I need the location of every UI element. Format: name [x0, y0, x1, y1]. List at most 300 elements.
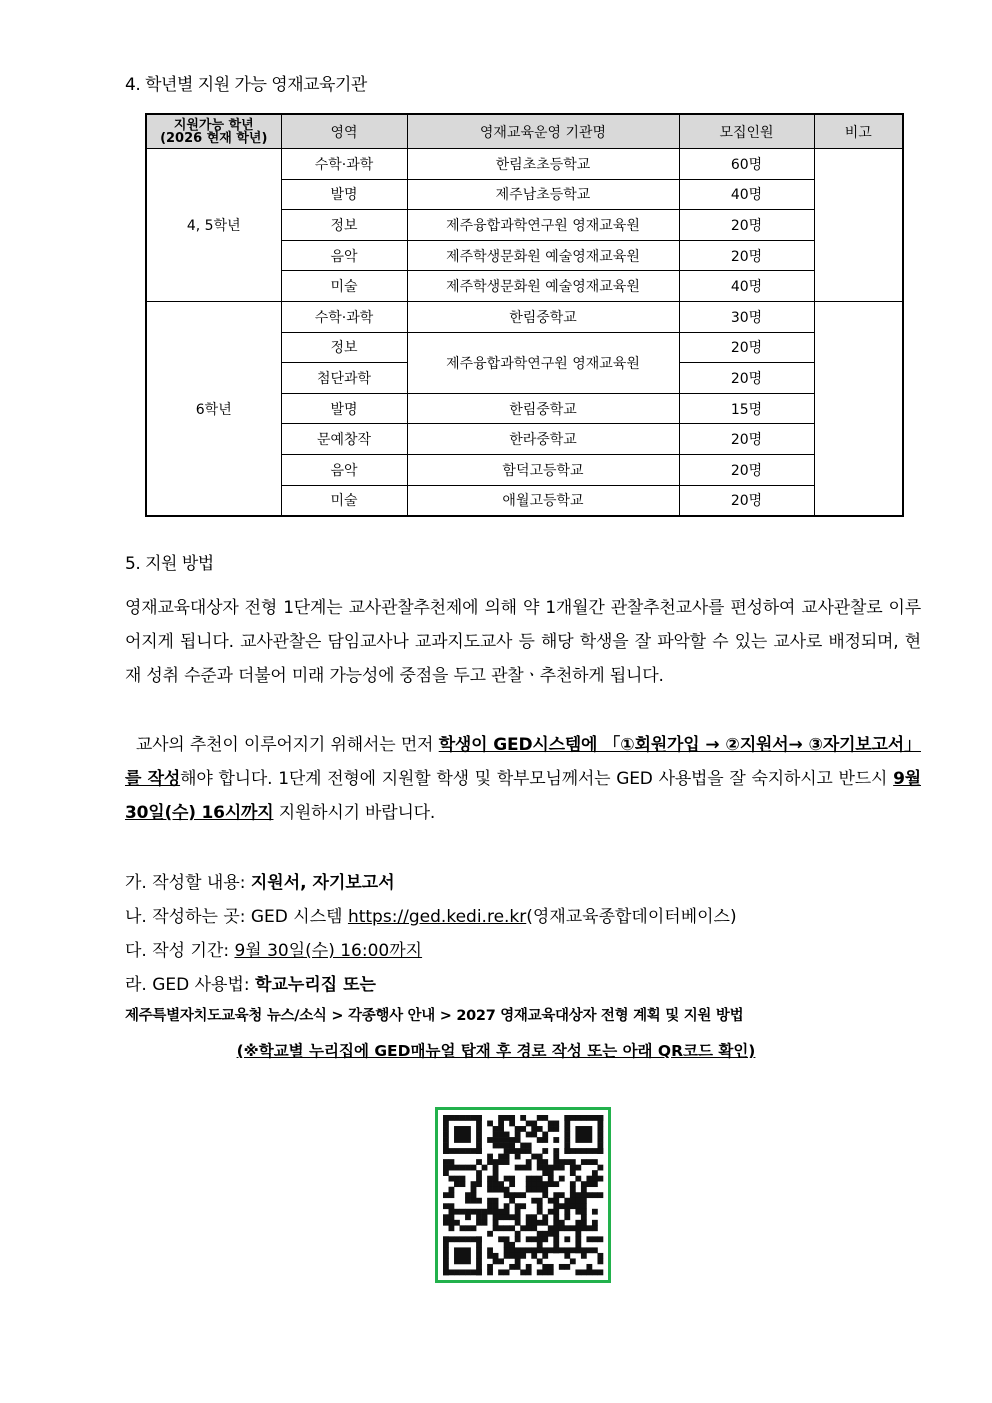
qr-module: [597, 1176, 603, 1182]
qr-module: [526, 1236, 532, 1242]
qr-module: [542, 1148, 548, 1154]
institution-cell: 함덕고등학교: [407, 454, 679, 485]
qr-module: [493, 1170, 499, 1176]
qr-module: [493, 1126, 499, 1132]
qr-module: [487, 1181, 493, 1187]
qr-module: [542, 1253, 548, 1259]
qr-module: [531, 1187, 537, 1193]
qr-module: [548, 1247, 554, 1253]
capacity-cell: 15명: [679, 393, 814, 424]
qr-module: [531, 1176, 537, 1182]
qr-module: [498, 1126, 504, 1132]
qr-module: [537, 1209, 543, 1215]
field-cell: 정보: [281, 332, 407, 363]
qr-module: [542, 1137, 548, 1143]
qr-module: [597, 1126, 603, 1132]
qr-module: [575, 1220, 581, 1226]
qr-module: [537, 1220, 543, 1226]
qr-module: [454, 1148, 460, 1154]
qr-module: [471, 1148, 477, 1154]
qr-module: [570, 1170, 576, 1176]
qr-module: [487, 1154, 493, 1160]
qr-module: [515, 1220, 521, 1226]
qr-module: [493, 1258, 499, 1264]
qr-module: [509, 1214, 515, 1220]
qr-module: [597, 1132, 603, 1138]
qr-module: [476, 1132, 482, 1138]
qr-module: [449, 1236, 455, 1242]
paragraph-2: [125, 728, 921, 830]
qr-module: [564, 1143, 570, 1149]
qr-module: [559, 1203, 565, 1209]
qr-module: [564, 1115, 570, 1121]
qr-module: [443, 1247, 449, 1253]
qr-module: [493, 1225, 499, 1231]
qr-module: [581, 1247, 587, 1253]
qr-module: [570, 1247, 576, 1253]
qr-module: [548, 1121, 554, 1127]
qr-module: [537, 1258, 543, 1264]
qr-module: [531, 1220, 537, 1226]
qr-module: [570, 1159, 576, 1165]
grade-header-line2: (2026 현재 학년): [160, 130, 268, 146]
qr-module: [449, 1176, 455, 1182]
qr-module: [586, 1159, 592, 1165]
qr-module: [559, 1192, 565, 1198]
qr-module: [476, 1143, 482, 1149]
qr-module: [548, 1181, 554, 1187]
field-cell: 수학·과학: [281, 149, 407, 180]
qr-module: [515, 1192, 521, 1198]
qr-module: [509, 1148, 515, 1154]
qr-module: [482, 1214, 488, 1220]
qr-module: [553, 1159, 559, 1165]
qr-module: [542, 1192, 548, 1198]
qr-module: [498, 1154, 504, 1160]
qr-module: [542, 1165, 548, 1171]
qr-module: [515, 1126, 521, 1132]
qr-module: [487, 1159, 493, 1165]
qr-module: [542, 1231, 548, 1237]
grade-cell: 6학년: [146, 301, 281, 516]
qr-note: [0, 1039, 992, 1061]
qr-module: [509, 1242, 515, 1248]
qr-module: [559, 1165, 565, 1171]
qr-module: [471, 1192, 477, 1198]
qr-module: [553, 1214, 559, 1220]
qr-module: [487, 1121, 493, 1127]
qr-module: [504, 1203, 510, 1209]
qr-module: [570, 1225, 576, 1231]
qr-module: [509, 1176, 515, 1182]
qr-module: [526, 1176, 532, 1182]
qr-module: [581, 1198, 587, 1204]
qr-module: [515, 1137, 521, 1143]
qr-module: [597, 1258, 603, 1264]
qr-module: [586, 1264, 592, 1270]
qr-module: [586, 1115, 592, 1121]
qr-module: [476, 1181, 482, 1187]
qr-module: [520, 1165, 526, 1171]
capacity-cell: 40명: [679, 271, 814, 302]
qr-module: [597, 1143, 603, 1149]
qr-module: [564, 1209, 570, 1215]
qr-module: [504, 1214, 510, 1220]
qr-module: [487, 1264, 493, 1270]
qr-module: [449, 1225, 455, 1231]
qr-module: [465, 1148, 471, 1154]
qr-module: [520, 1203, 526, 1209]
qr-module: [581, 1187, 587, 1193]
qr-module: [498, 1143, 504, 1149]
field-cell: 수학·과학: [281, 301, 407, 332]
qr-module: [564, 1159, 570, 1165]
qr-module: [454, 1220, 460, 1226]
qr-module: [559, 1176, 565, 1182]
field-cell: 첨단과학: [281, 363, 407, 394]
field-cell: 미술: [281, 271, 407, 302]
qr-module: [581, 1253, 587, 1259]
qr-module: [504, 1154, 510, 1160]
qr-module: [449, 1269, 455, 1275]
qr-module: [443, 1126, 449, 1132]
qr-module: [592, 1236, 598, 1242]
qr-module: [526, 1121, 532, 1127]
qr-module: [575, 1165, 581, 1171]
qr-module: [592, 1209, 598, 1215]
qr-module: [476, 1236, 482, 1242]
qr-module: [493, 1159, 499, 1165]
qr-module: [542, 1115, 548, 1121]
qr-module: [575, 1126, 592, 1143]
qr-module: [509, 1137, 515, 1143]
qr-module: [537, 1176, 543, 1182]
note-cell: [814, 301, 903, 516]
qr-module: [553, 1242, 559, 1248]
qr-module: [553, 1121, 559, 1127]
qr-module: [575, 1209, 581, 1215]
qr-module: [493, 1165, 499, 1171]
item-ra-value: 학교누리집 또는: [255, 975, 376, 995]
qr-module: [564, 1203, 570, 1209]
qr-module: [449, 1159, 455, 1165]
qr-module: [564, 1198, 570, 1204]
qr-module: [526, 1269, 532, 1275]
institution-cell: 한림중학교: [407, 393, 679, 424]
qr-module: [443, 1143, 449, 1149]
qr-module: [460, 1115, 466, 1121]
qr-module: [548, 1176, 554, 1182]
qr-module: [581, 1269, 587, 1275]
qr-module: [515, 1203, 521, 1209]
qr-module: [515, 1132, 521, 1138]
qr-module: [581, 1214, 587, 1220]
qr-module: [504, 1159, 510, 1165]
qr-module: [548, 1209, 554, 1215]
qr-module: [548, 1170, 554, 1176]
qr-module: [581, 1148, 587, 1154]
qr-module: [471, 1165, 477, 1171]
item-na-label: 나. 작성하는 곳: GED 시스템: [125, 907, 348, 927]
qr-module: [581, 1209, 587, 1215]
qr-module: [531, 1132, 537, 1138]
qr-module: [575, 1231, 581, 1237]
qr-module: [575, 1269, 581, 1275]
qr-module: [454, 1181, 460, 1187]
qr-module: [548, 1165, 554, 1171]
qr-module: [531, 1214, 537, 1220]
qr-module: [542, 1220, 548, 1226]
qr-module: [465, 1192, 471, 1198]
qr-module: [553, 1165, 559, 1171]
qr-module: [493, 1198, 499, 1204]
qr-module: [476, 1264, 482, 1270]
qr-module: [460, 1176, 466, 1182]
qr-module: [581, 1203, 587, 1209]
qr-module: [542, 1181, 548, 1187]
qr-module: [498, 1258, 504, 1264]
qr-module: [586, 1269, 592, 1275]
field-header: 영역: [281, 114, 407, 149]
qr-module: [498, 1115, 504, 1121]
qr-module: [476, 1247, 482, 1253]
qr-module: [460, 1148, 466, 1154]
institution-cell: 제주융합과학연구원 영재교육원: [407, 210, 679, 241]
qr-module: [520, 1192, 526, 1198]
qr-module: [581, 1192, 587, 1198]
qr-module: [526, 1247, 532, 1253]
qr-module: [575, 1176, 581, 1182]
qr-module: [476, 1170, 482, 1176]
item-ra-label: 라. GED 사용법:: [125, 975, 256, 995]
qr-module: [487, 1198, 493, 1204]
qr-module: [476, 1176, 482, 1182]
qr-module: [575, 1236, 581, 1242]
qr-module: [586, 1181, 592, 1187]
qr-module: [553, 1181, 559, 1187]
qr-module: [454, 1209, 460, 1215]
institution-cell: 한림중학교: [407, 301, 679, 332]
qr-module: [586, 1148, 592, 1154]
qr-module: [553, 1126, 559, 1132]
qr-module: [559, 1159, 565, 1165]
qr-module: [526, 1159, 532, 1165]
qr-module: [476, 1115, 482, 1121]
qr-module: [504, 1148, 510, 1154]
qr-module: [564, 1137, 570, 1143]
qr-module: [504, 1236, 510, 1242]
qr-module: [581, 1220, 587, 1226]
qr-module: [553, 1236, 559, 1242]
qr-module: [476, 1126, 482, 1132]
qr-module: [537, 1269, 543, 1275]
qr-module: [570, 1165, 576, 1171]
qr-module: [498, 1187, 504, 1193]
qr-module: [471, 1187, 477, 1193]
qr-module: [504, 1143, 510, 1149]
qr-module: [498, 1209, 504, 1215]
qr-module: [487, 1203, 493, 1209]
qr-module: [443, 1203, 449, 1209]
qr-module: [460, 1181, 466, 1187]
qr-module: [515, 1148, 521, 1154]
qr-module: [476, 1269, 482, 1275]
qr-module: [520, 1143, 526, 1149]
qr-module: [487, 1137, 493, 1143]
qr-module: [575, 1247, 581, 1253]
qr-module: [553, 1203, 559, 1209]
qr-module: [575, 1225, 581, 1231]
qr-module: [498, 1214, 504, 1220]
qr-module: [493, 1203, 499, 1209]
qr-module: [460, 1225, 466, 1231]
para2-instruction: 학생이 GED시스템에 「①회원가입 → ②지원서→ ③자기보고서」를 작성: [125, 735, 921, 789]
qr-module: [575, 1192, 581, 1198]
qr-module: [520, 1247, 526, 1253]
qr-module: [449, 1148, 455, 1154]
qr-module: [509, 1264, 515, 1270]
qr-module: [487, 1269, 493, 1275]
qr-module: [454, 1126, 471, 1143]
qr-module: [553, 1137, 559, 1143]
grade-header-line1: 지원가능 학년: [173, 117, 254, 133]
qr-module: [586, 1192, 592, 1198]
institution-cell: 제주남초등학교: [407, 179, 679, 210]
qr-module: [509, 1247, 515, 1253]
qr-module: [581, 1181, 587, 1187]
qr-module: [597, 1148, 603, 1154]
qr-module: [592, 1159, 598, 1165]
qr-module: [597, 1192, 603, 1198]
qr-code-icon[interactable]: [435, 1107, 611, 1283]
qr-module: [592, 1247, 598, 1253]
qr-module: [465, 1269, 471, 1275]
qr-module: [526, 1187, 532, 1193]
qr-module: [493, 1253, 499, 1259]
qr-module: [460, 1236, 466, 1242]
ged-link[interactable]: https://ged.kedi.re.kr: [347, 907, 527, 927]
qr-module: [498, 1159, 504, 1165]
item-ra: [125, 970, 376, 995]
qr-module: [504, 1209, 510, 1215]
institution-cell: 한림초초등학교: [407, 149, 679, 180]
qr-module: [537, 1198, 543, 1204]
qr-module: [581, 1159, 587, 1165]
qr-module: [443, 1192, 449, 1198]
qr-module: [509, 1115, 515, 1121]
qr-module: [498, 1269, 504, 1275]
grade-header: [146, 114, 281, 149]
item-ga: [125, 868, 395, 893]
qr-module: [504, 1253, 510, 1259]
qr-module: [460, 1209, 466, 1215]
para2-part-c: 해야 합니다. 1단계 전형에 지원할 학생 및 학부모님께서는 GED 사용법을 잘 숙지하시고 반드시: [180, 769, 894, 789]
qr-module: [592, 1220, 598, 1226]
qr-module: [498, 1121, 504, 1127]
qr-module: [592, 1176, 598, 1182]
institution-cell: 제주학생문화원 예술영재교육원: [407, 240, 679, 271]
qr-module: [443, 1165, 449, 1171]
qr-module: [575, 1242, 581, 1248]
qr-module: [526, 1143, 532, 1149]
qr-module: [531, 1253, 537, 1259]
qr-module: [548, 1269, 554, 1275]
qr-module: [520, 1269, 526, 1275]
qr-module: [471, 1209, 477, 1215]
qr-module: [487, 1176, 493, 1182]
field-cell: 문예창작: [281, 424, 407, 455]
qr-module: [454, 1115, 460, 1121]
qr-module: [443, 1214, 449, 1220]
qr-module: [476, 1137, 482, 1143]
qr-module: [476, 1159, 482, 1165]
qr-module: [443, 1258, 449, 1264]
capacity-cell: 60명: [679, 149, 814, 180]
item-ga-label: 가. 작성할 내용:: [125, 873, 251, 893]
qr-module: [586, 1247, 592, 1253]
qr-module: [597, 1165, 603, 1171]
qr-module: [471, 1269, 477, 1275]
qr-module: [443, 1137, 449, 1143]
qr-module: [476, 1148, 482, 1154]
qr-module: [564, 1214, 570, 1220]
qr-module: [443, 1132, 449, 1138]
field-cell: 정보: [281, 210, 407, 241]
qr-module: [460, 1165, 466, 1171]
capacity-header: 모집인원: [679, 114, 814, 149]
qr-module: [542, 1159, 548, 1165]
qr-module: [537, 1242, 543, 1248]
qr-module: [520, 1253, 526, 1259]
qr-module: [570, 1148, 576, 1154]
qr-module: [559, 1225, 565, 1231]
qr-module: [542, 1236, 548, 1242]
qr-module: [542, 1247, 548, 1253]
qr-module: [471, 1225, 477, 1231]
qr-module: [592, 1115, 598, 1121]
qr-module: [537, 1159, 543, 1165]
qr-module: [504, 1192, 510, 1198]
qr-module: [465, 1115, 471, 1121]
qr-module: [465, 1225, 471, 1231]
qr-module: [465, 1165, 471, 1171]
qr-module: [570, 1192, 576, 1198]
grade-cell: 4, 5학년: [146, 149, 281, 302]
qr-module: [564, 1132, 570, 1138]
qr-module: [465, 1209, 471, 1215]
qr-module: [553, 1247, 559, 1253]
qr-module: [570, 1115, 576, 1121]
qr-module: [515, 1214, 521, 1220]
qr-module: [476, 1242, 482, 1248]
qr-module: [553, 1192, 559, 1198]
qr-module: [509, 1121, 515, 1127]
qr-module: [592, 1192, 598, 1198]
qr-module: [504, 1176, 510, 1182]
qr-module: [537, 1187, 543, 1193]
qr-module: [487, 1231, 493, 1237]
qr-module: [559, 1247, 565, 1253]
qr-module: [482, 1220, 488, 1226]
qr-module: [526, 1165, 532, 1171]
qr-module: [454, 1269, 460, 1275]
capacity-cell: 20명: [679, 240, 814, 271]
qr-module: [526, 1264, 532, 1270]
qr-module: [553, 1198, 559, 1204]
qr-module: [592, 1170, 598, 1176]
field-cell: 미술: [281, 485, 407, 516]
qr-module: [454, 1165, 460, 1171]
